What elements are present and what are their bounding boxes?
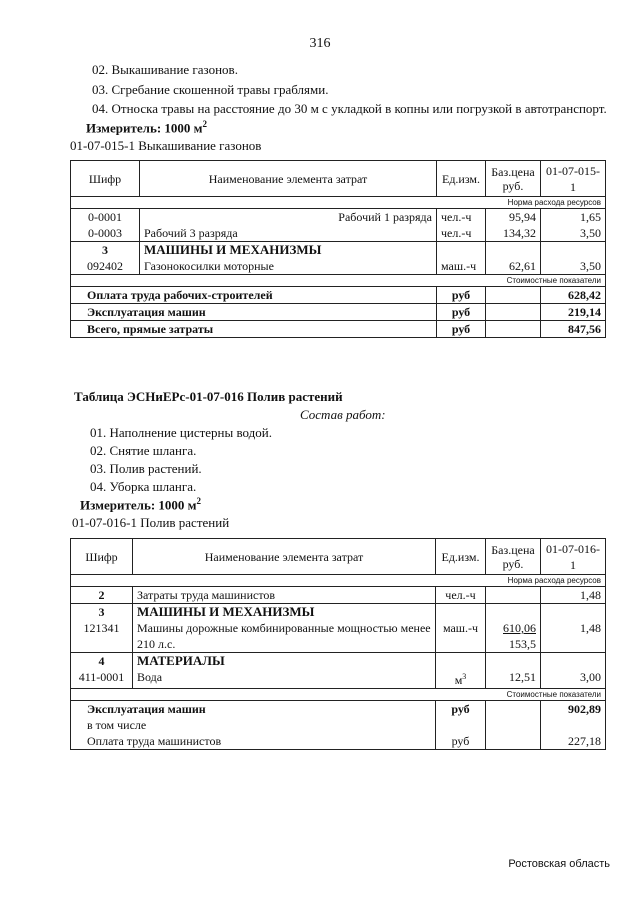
composition-heading: Состав работ: xyxy=(300,407,386,422)
table-row: 2 Затраты труда машинистов чел.-ч 1,48 xyxy=(71,587,606,604)
col-header-norm: 01-07-016-1 xyxy=(541,539,606,575)
work-item: 02. Выкашивание газонов. xyxy=(92,62,238,77)
col-header-name: Наименование элемента затрат xyxy=(133,539,436,575)
unit-cell: $м^3$ xyxy=(436,669,486,689)
norm-code-line: 01-07-015-1 Выкашивание газонов xyxy=(70,138,262,153)
col-header-name: Наименование элемента затрат xyxy=(140,161,437,197)
cost-caption: Стоимостные показатели xyxy=(71,275,606,287)
measure-unit: Измеритель: 1000 $м^2$ xyxy=(80,496,202,513)
col-header-price: Баз.цена руб. xyxy=(486,161,541,197)
table-row: 0-0001 Рабочий 1 разряда чел.-ч 95,94 1,65 xyxy=(71,209,606,226)
total-row: Эксплуатация машин руб 219,14 xyxy=(71,304,606,321)
col-header-norm: 01-07-015-1 xyxy=(541,161,606,197)
norm-code-line: 01-07-016-1 Полив растений xyxy=(72,515,230,530)
table-row: 092402 Газонокосилки моторные маш.-ч 62,61 3,50 xyxy=(71,258,606,275)
page-number: 316 xyxy=(309,36,331,51)
total-row: Оплата труда машинистов руб 227,18 xyxy=(71,733,606,750)
table-row: 0-0003 Рабочий 3 разряда чел.-ч 134,32 3,50 xyxy=(71,225,606,242)
col-header-code: Шифр xyxy=(71,161,140,197)
col-header-price: Баз.цена руб. xyxy=(486,539,541,575)
work-item: 04. Относка травы на расстояние до 30 м с укладкой в копны или погрузкой в автотранспорт. xyxy=(92,101,607,116)
table-row: 411-0001 Вода $м^3$ 12,51 3,00 xyxy=(71,669,606,689)
table-row: 4 МАТЕРИАЛЫ xyxy=(71,653,606,670)
table-row: 3 МАШИНЫ И МЕХАНИЗМЫ xyxy=(71,604,606,621)
total-row: Всего, прямые затраты руб 847,56 xyxy=(71,321,606,338)
work-item: 04. Уборка шланга. xyxy=(90,479,197,494)
section-title: Таблица ЭСНиЕРс-01-07-016 Полив растений xyxy=(74,389,343,404)
norm-caption: Норма расхода ресурсов xyxy=(71,575,606,587)
work-item: 01. Наполнение цистерны водой. xyxy=(90,425,272,440)
work-item: 03. Сгребание скошенной травы граблями. xyxy=(92,82,329,97)
work-item: 03. Полив растений. xyxy=(90,461,202,476)
total-row: в том числе xyxy=(71,717,606,733)
total-row: Оплата труда рабочих-строителей руб 628,42 xyxy=(71,287,606,304)
table-row: 3 МАШИНЫ И МЕХАНИЗМЫ xyxy=(71,242,606,259)
cost-caption: Стоимостные показатели xyxy=(71,689,606,701)
measure-unit: Измеритель: 1000 $м^2$ xyxy=(86,119,208,136)
work-item: 02. Снятие шланга. xyxy=(90,443,197,458)
footer-region: Ростовская область xyxy=(508,858,610,870)
resource-table-1 xyxy=(70,160,606,338)
col-header-unit: Ед.изм. xyxy=(436,539,486,575)
table-row: 121341 Машины дорожные комбинированные мощностью менее 210 л.с. маш.-ч 610,06 153,5 1,48 xyxy=(71,620,606,653)
total-row: Эксплуатация машин руб 902,89 xyxy=(71,701,606,718)
col-header-code: Шифр xyxy=(71,539,133,575)
col-header-unit: Ед.изм. xyxy=(437,161,486,197)
resource-table-2 xyxy=(70,538,606,750)
norm-caption: Норма расхода ресурсов xyxy=(71,197,606,209)
price-cell: 610,06 153,5 xyxy=(486,620,541,653)
